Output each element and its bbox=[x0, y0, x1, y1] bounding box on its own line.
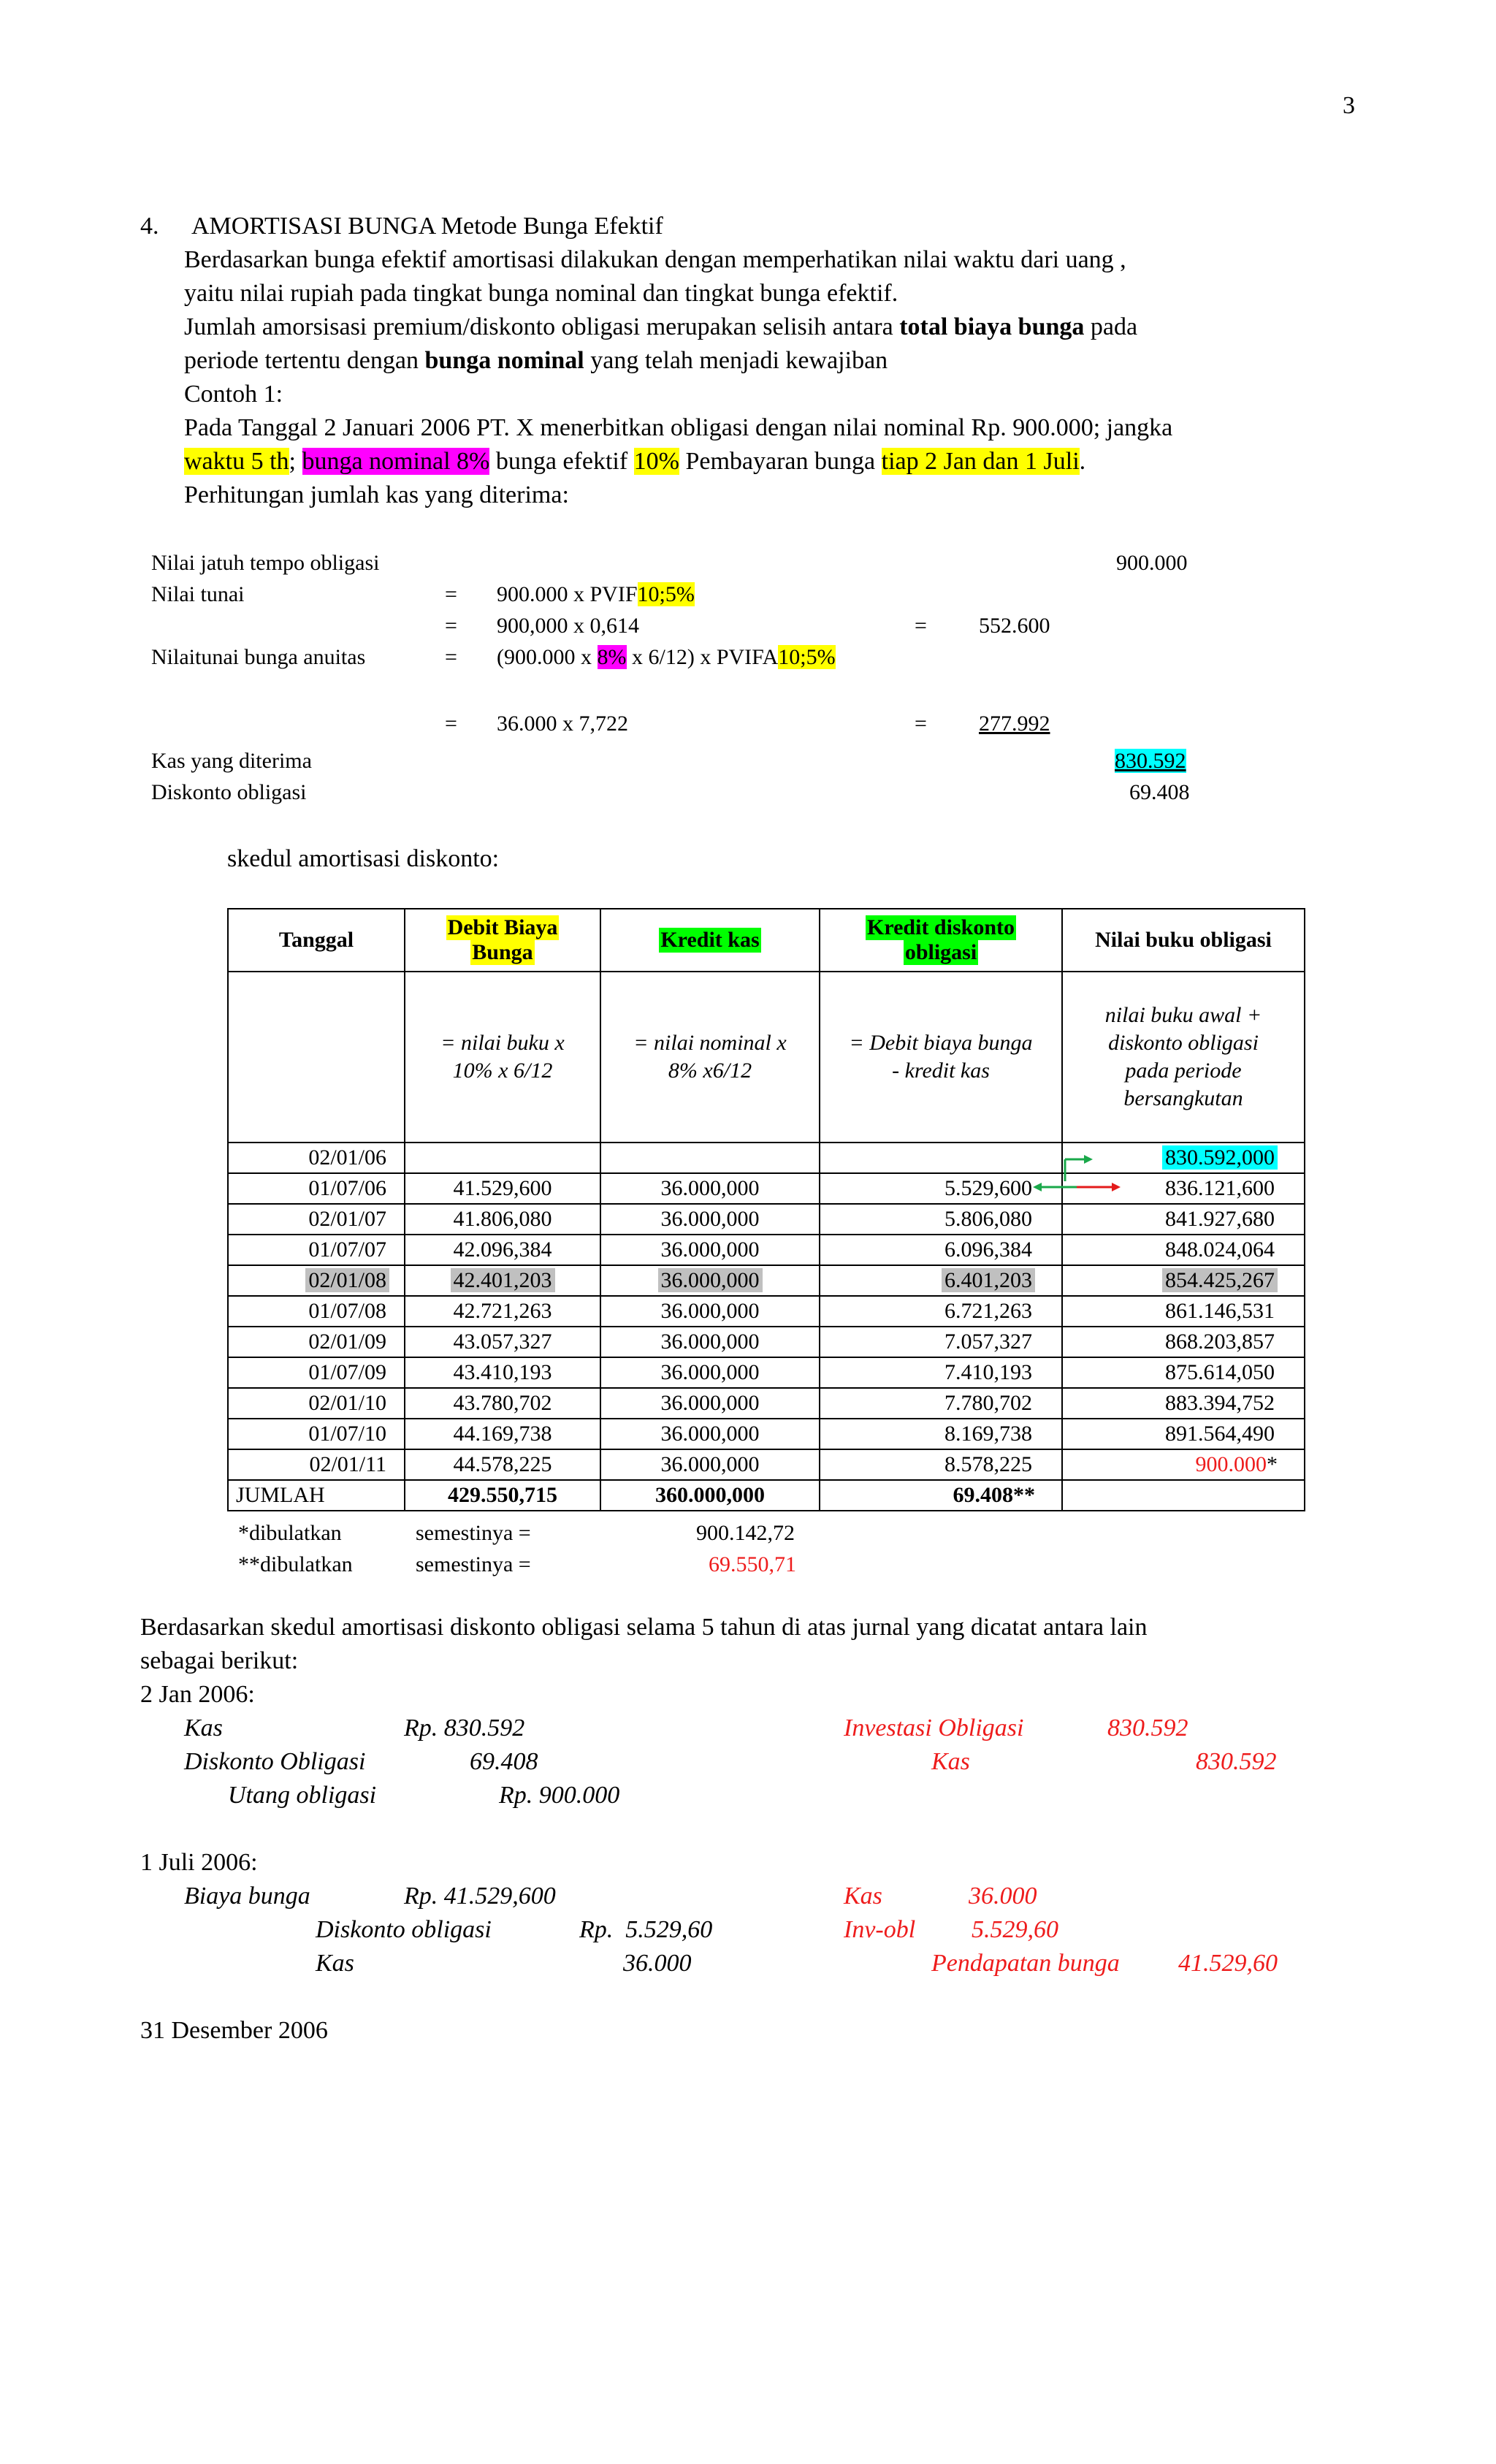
calc-label: Diskonto obligasi bbox=[151, 780, 307, 804]
journal-account: Inv-obl bbox=[844, 1916, 916, 1943]
cell-text: 5.806,080 bbox=[944, 1207, 1032, 1231]
table-row bbox=[228, 1143, 1305, 1173]
calc-total: 69.408 bbox=[1129, 780, 1190, 804]
cell-text: 02/01/09 bbox=[308, 1330, 386, 1354]
text-span: . bbox=[1079, 448, 1086, 475]
journal-amount: Rp. 830.592 bbox=[404, 1714, 525, 1742]
paragraph-line bbox=[184, 344, 888, 378]
cell-nilai-buku bbox=[1062, 1235, 1305, 1265]
journal-account: Pendapatan bunga bbox=[931, 1950, 1120, 1977]
cell-nilai-buku bbox=[1062, 1204, 1305, 1235]
journal-account: Diskonto Obligasi bbox=[184, 1748, 366, 1775]
journal-account: Kas bbox=[931, 1748, 970, 1775]
paragraph-line: Pada Tanggal 2 Januari 2006 PT. X menerbitkan obligasi dengan nilai nominal Rp. 900.000; jangka bbox=[184, 414, 1173, 441]
footnote-text: semestinya = bbox=[416, 1521, 531, 1545]
cell-tanggal bbox=[228, 1143, 405, 1173]
header-text: obligasi bbox=[904, 940, 977, 964]
calc-total bbox=[1103, 746, 1191, 777]
highlight-term: 10% bbox=[633, 448, 679, 475]
red-arrow-icon bbox=[1077, 1183, 1121, 1191]
footnote-label: *dibulatkan bbox=[238, 1521, 342, 1545]
cell-debit bbox=[405, 1173, 600, 1204]
cell-tanggal bbox=[228, 1235, 405, 1265]
cell-text bbox=[707, 1145, 713, 1170]
paragraph-line bbox=[184, 310, 1137, 344]
highlight-term: 10;5% bbox=[637, 582, 695, 606]
journal-amount: 830.592 bbox=[1107, 1714, 1188, 1742]
formula-row bbox=[228, 972, 1305, 1143]
header-text: Kredit kas bbox=[660, 928, 760, 952]
cell-text: 7.057,327 bbox=[944, 1330, 1032, 1354]
calc-expression bbox=[497, 642, 836, 673]
journal-account: Investasi Obligasi bbox=[844, 1714, 1024, 1742]
table-header-row bbox=[228, 909, 1305, 972]
formula-cell bbox=[600, 972, 820, 1143]
cell-text: 830.592,000 bbox=[1162, 1145, 1278, 1170]
cell-debit bbox=[405, 1357, 600, 1388]
header-kredit-diskonto bbox=[820, 909, 1062, 972]
cell-text: 854.425,267 bbox=[1162, 1268, 1278, 1292]
cell-text: 36.000,000 bbox=[660, 1330, 760, 1354]
cell-text: 883.394,752 bbox=[1165, 1391, 1275, 1415]
bold-term: total biaya bunga bbox=[899, 313, 1085, 340]
footnote-value: 69.550,71 bbox=[709, 1552, 796, 1576]
header-text: Debit Biaya bbox=[447, 915, 558, 939]
journal-date: 2 Jan 2006: bbox=[140, 1681, 255, 1708]
cell-text: 43.057,327 bbox=[453, 1330, 552, 1354]
journal-amount: 69.408 bbox=[470, 1748, 538, 1775]
paragraph-line: Berdasarkan bunga efektif amortisasi dilakukan dengan memperhatikan nilai waktu dari uang , bbox=[184, 246, 1126, 273]
paragraph-line: Perhitungan jumlah kas yang diterima: bbox=[184, 481, 569, 508]
equals-sign: = bbox=[915, 614, 927, 638]
cell-tanggal bbox=[228, 1419, 405, 1449]
cell-kas bbox=[600, 1265, 820, 1296]
formula-text: diskonto obligasi bbox=[1108, 1031, 1259, 1055]
cell-text: 891.564,490 bbox=[1165, 1422, 1275, 1446]
example-label: Contoh 1: bbox=[184, 381, 283, 408]
formula-text: = nilai buku x bbox=[440, 1031, 565, 1055]
cell-text: 36.000,000 bbox=[660, 1176, 760, 1200]
calc-label: Kas yang diterima bbox=[151, 749, 312, 773]
highlight-term: tiap 2 Jan dan 1 Juli bbox=[881, 448, 1080, 475]
calc-total: 900.000 bbox=[1116, 551, 1188, 575]
cell-kas bbox=[600, 1388, 820, 1419]
cell-text: 02/01/06 bbox=[308, 1145, 386, 1170]
cell-text: 861.146,531 bbox=[1165, 1299, 1275, 1323]
header-debit-biaya-bunga bbox=[405, 909, 600, 972]
formula-cell bbox=[228, 972, 405, 1143]
formula-cell bbox=[820, 972, 1062, 1143]
cell-text: 01/07/06 bbox=[308, 1176, 386, 1200]
cell-text: 875.614,050 bbox=[1165, 1360, 1275, 1384]
cell-debit bbox=[405, 1388, 600, 1419]
equals-sign: = bbox=[915, 712, 927, 736]
cell-tanggal bbox=[228, 1388, 405, 1419]
cell-text bbox=[500, 1145, 505, 1170]
cell-text: 41.529,600 bbox=[453, 1176, 552, 1200]
text-span: ; bbox=[289, 448, 302, 475]
text-span: pada bbox=[1084, 313, 1138, 340]
formula-text: nilai buku awal + bbox=[1104, 1003, 1262, 1027]
bold-term: bunga nominal bbox=[424, 347, 584, 374]
cell-text: 42.401,203 bbox=[451, 1268, 555, 1292]
cell-text: 01/07/09 bbox=[308, 1360, 386, 1384]
total-kas: 360.000,000 bbox=[600, 1480, 820, 1511]
table-row bbox=[228, 1357, 1305, 1388]
cell-tanggal bbox=[228, 1357, 405, 1388]
formula-text: - kredit kas bbox=[892, 1059, 990, 1083]
cell-suffix: * bbox=[1267, 1452, 1278, 1476]
arrow-annotations bbox=[1023, 1151, 1125, 1194]
cell-text: 5.529,600 bbox=[944, 1176, 1032, 1200]
cell-text: 42.096,384 bbox=[453, 1237, 552, 1262]
paragraph-line bbox=[184, 445, 1085, 478]
cell-debit bbox=[405, 1204, 600, 1235]
footnote-label: **dibulatkan bbox=[238, 1552, 353, 1576]
table-row bbox=[228, 1204, 1305, 1235]
journal-amount: 36.000 bbox=[623, 1950, 692, 1977]
cell-text: 8.169,738 bbox=[944, 1422, 1032, 1446]
journal-account: Kas bbox=[316, 1950, 354, 1977]
journal-date: 1 Juli 2006: bbox=[140, 1849, 258, 1876]
highlight-term: 8% bbox=[597, 645, 627, 669]
total-empty-cell bbox=[1062, 1480, 1305, 1511]
cell-tanggal bbox=[228, 1327, 405, 1357]
journal-amount: Rp. 5.529,60 bbox=[579, 1916, 713, 1943]
table-row bbox=[228, 1327, 1305, 1357]
text-span: (900.000 x bbox=[497, 645, 598, 669]
calc-expression bbox=[497, 579, 695, 610]
cell-kas bbox=[600, 1143, 820, 1173]
cell-kas bbox=[600, 1449, 820, 1480]
cell-diskonto bbox=[820, 1449, 1062, 1480]
cell-tanggal bbox=[228, 1296, 405, 1327]
cell-text: 836.121,600 bbox=[1165, 1176, 1275, 1200]
cell-diskonto bbox=[820, 1296, 1062, 1327]
total-debit: 429.550,715 bbox=[405, 1480, 600, 1511]
cell-tanggal bbox=[228, 1173, 405, 1204]
cell-text: 36.000,000 bbox=[660, 1237, 760, 1262]
cell-diskonto bbox=[820, 1265, 1062, 1296]
formula-text: = nilai nominal x bbox=[633, 1031, 787, 1055]
text-span: Pembayaran bunga bbox=[679, 448, 882, 475]
journal-amount: 36.000 bbox=[969, 1883, 1037, 1910]
cell-text: 6.096,384 bbox=[944, 1237, 1032, 1262]
cell-debit bbox=[405, 1143, 600, 1173]
cell-text: 841.927,680 bbox=[1165, 1207, 1275, 1231]
cell-diskonto bbox=[820, 1235, 1062, 1265]
formula-text: 8% x6/12 bbox=[668, 1059, 752, 1083]
cell-text: 02/01/11 bbox=[309, 1452, 386, 1476]
equals-sign: = bbox=[445, 712, 457, 736]
cell-text: 43.780,702 bbox=[453, 1391, 552, 1415]
equals-sign: = bbox=[445, 582, 457, 606]
journal-amount: 41.529,60 bbox=[1178, 1950, 1278, 1977]
section-number: 4. bbox=[140, 213, 159, 240]
schedule-title: skedul amortisasi diskonto: bbox=[227, 845, 500, 872]
cell-kas bbox=[600, 1204, 820, 1235]
journal-account: Utang obligasi bbox=[228, 1782, 377, 1809]
cell-text: 6.721,263 bbox=[944, 1299, 1032, 1323]
cell-text: 36.000,000 bbox=[660, 1422, 760, 1446]
total-diskonto: 69.408** bbox=[820, 1480, 1062, 1511]
cell-text: 02/01/10 bbox=[308, 1391, 386, 1415]
cell-diskonto bbox=[820, 1388, 1062, 1419]
paragraph-line: yaitu nilai rupiah pada tingkat bunga nominal dan tingkat bunga efektif. bbox=[184, 280, 898, 307]
cell-text: 868.203,857 bbox=[1165, 1330, 1275, 1354]
formula-cell bbox=[1062, 972, 1305, 1143]
journal-account: Kas bbox=[184, 1714, 223, 1742]
formula-text: pada periode bbox=[1125, 1059, 1242, 1083]
calc-value: 277.992 bbox=[979, 712, 1050, 736]
cell-text: 8.578,225 bbox=[944, 1452, 1032, 1476]
text-span: yang telah menjadi kewajiban bbox=[584, 347, 888, 374]
cell-text: 01/07/10 bbox=[308, 1422, 386, 1446]
cell-text: 01/07/07 bbox=[308, 1237, 386, 1262]
cell-diskonto bbox=[820, 1204, 1062, 1235]
calc-value: 552.600 bbox=[979, 614, 1050, 638]
cell-diskonto bbox=[820, 1327, 1062, 1357]
equals-sign: = bbox=[445, 614, 457, 638]
cell-debit bbox=[405, 1296, 600, 1327]
cell-kas bbox=[600, 1173, 820, 1204]
calc-expression: 900,000 x 0,614 bbox=[497, 614, 639, 638]
table-body bbox=[228, 1143, 1305, 1480]
cell-text: 02/01/08 bbox=[305, 1268, 389, 1292]
cell-text: 848.024,064 bbox=[1165, 1237, 1275, 1262]
cell-text: 02/01/07 bbox=[308, 1207, 386, 1231]
journal-amount: Rp. 900.000 bbox=[499, 1782, 620, 1809]
formula-text: bersangkutan bbox=[1123, 1086, 1243, 1110]
text-span: bunga efektif bbox=[489, 448, 634, 475]
formula-cell bbox=[405, 972, 600, 1143]
journal-amount: 5.529,60 bbox=[972, 1916, 1058, 1943]
cell-text: 43.410,193 bbox=[453, 1360, 552, 1384]
cell-nilai-buku bbox=[1062, 1449, 1305, 1480]
cell-text: 6.401,203 bbox=[942, 1268, 1035, 1292]
cell-text: 36.000,000 bbox=[660, 1207, 760, 1231]
cell-text: 36.000,000 bbox=[658, 1268, 763, 1292]
header-tanggal: Tanggal bbox=[228, 909, 405, 972]
cell-debit bbox=[405, 1265, 600, 1296]
cell-debit bbox=[405, 1449, 600, 1480]
journal-account: Diskonto obligasi bbox=[316, 1916, 492, 1943]
total-label: JUMLAH bbox=[228, 1480, 405, 1511]
table-row bbox=[228, 1235, 1305, 1265]
cell-debit bbox=[405, 1419, 600, 1449]
cell-tanggal bbox=[228, 1204, 405, 1235]
cell-nilai-buku bbox=[1062, 1388, 1305, 1419]
cell-debit bbox=[405, 1327, 600, 1357]
cell-nilai-buku bbox=[1062, 1357, 1305, 1388]
header-text: Kredit diskonto bbox=[867, 915, 1015, 939]
table-row bbox=[228, 1296, 1305, 1327]
cell-nilai-buku bbox=[1062, 1296, 1305, 1327]
header-nilai-buku: Nilai buku obligasi bbox=[1062, 909, 1305, 972]
cell-text: 36.000,000 bbox=[660, 1452, 760, 1476]
cell-text: 42.721,263 bbox=[453, 1299, 552, 1323]
cell-text: 44.169,738 bbox=[453, 1422, 552, 1446]
highlight-term: 830.592 bbox=[1115, 749, 1186, 773]
amortization-table bbox=[227, 908, 1305, 1511]
footnote-text: semestinya = bbox=[416, 1552, 531, 1576]
calc-label: Nilai jatuh tempo obligasi bbox=[151, 551, 380, 575]
cell-tanggal bbox=[228, 1449, 405, 1480]
total-row bbox=[228, 1480, 1305, 1511]
cell-kas bbox=[600, 1235, 820, 1265]
header-kredit-kas bbox=[600, 909, 820, 972]
header-text: Bunga bbox=[472, 940, 533, 964]
text-span: periode tertentu dengan bbox=[184, 347, 425, 374]
cell-text: 7.780,702 bbox=[944, 1391, 1032, 1415]
text-span: Jumlah amorsisasi premium/diskonto obligasi merupakan selisih antara bbox=[184, 313, 900, 340]
cell-kas bbox=[600, 1357, 820, 1388]
cell-kas bbox=[600, 1296, 820, 1327]
cell-text: 36.000,000 bbox=[660, 1299, 760, 1323]
cell-text: 41.806,080 bbox=[453, 1207, 552, 1231]
cell-text: 36.000,000 bbox=[660, 1360, 760, 1384]
cell-text: 36.000,000 bbox=[660, 1391, 760, 1415]
page-number: 3 bbox=[1343, 92, 1355, 119]
table-row bbox=[228, 1265, 1305, 1296]
conclusion-line: sebagai berikut: bbox=[140, 1647, 299, 1674]
calc-label: Nilai tunai bbox=[151, 582, 245, 606]
cell-nilai-buku bbox=[1062, 1327, 1305, 1357]
cell-text: 01/07/08 bbox=[308, 1299, 386, 1323]
calc-label: Nilaitunai bunga anuitas bbox=[151, 645, 366, 669]
conclusion-line: Berdasarkan skedul amortisasi diskonto obligasi selama 5 tahun di atas jurnal yang dicatat antara lain bbox=[140, 1614, 1148, 1641]
section-title: AMORTISASI BUNGA Metode Bunga Efektif bbox=[191, 213, 663, 240]
cell-nilai-buku bbox=[1062, 1265, 1305, 1296]
footnote-value: 900.142,72 bbox=[696, 1521, 795, 1545]
cell-text: 900.000 bbox=[1195, 1452, 1267, 1476]
cell-nilai-buku bbox=[1062, 1419, 1305, 1449]
cell-kas bbox=[600, 1327, 820, 1357]
journal-amount: Rp. 41.529,600 bbox=[404, 1883, 556, 1910]
table-row bbox=[228, 1449, 1305, 1480]
journal-account: Kas bbox=[844, 1883, 882, 1910]
table-row bbox=[228, 1388, 1305, 1419]
table-row bbox=[228, 1173, 1305, 1204]
cell-text: 44.578,225 bbox=[453, 1452, 552, 1476]
formula-text: = Debit biaya bunga bbox=[849, 1031, 1033, 1055]
cell-debit bbox=[405, 1235, 600, 1265]
cell-diskonto bbox=[820, 1419, 1062, 1449]
cell-diskonto bbox=[820, 1357, 1062, 1388]
cell-tanggal bbox=[228, 1265, 405, 1296]
journal-account: Biaya bunga bbox=[184, 1883, 310, 1910]
text-span: x 6/12) x PVIFA bbox=[626, 645, 779, 669]
calc-expression: 36.000 x 7,722 bbox=[497, 712, 628, 736]
highlight-term: bunga nominal 8% bbox=[302, 448, 490, 475]
cell-text: 7.410,193 bbox=[944, 1360, 1032, 1384]
text-span: 900.000 x PVIF bbox=[497, 582, 638, 606]
journal-date: 31 Desember 2006 bbox=[140, 2017, 328, 2044]
equals-sign: = bbox=[445, 645, 457, 669]
highlight-term: 10;5% bbox=[778, 645, 836, 669]
journal-amount: 830.592 bbox=[1196, 1748, 1277, 1775]
cell-kas bbox=[600, 1419, 820, 1449]
highlight-term: waktu 5 th bbox=[184, 448, 289, 475]
table-row bbox=[228, 1419, 1305, 1449]
formula-text: 10% x 6/12 bbox=[452, 1059, 553, 1083]
